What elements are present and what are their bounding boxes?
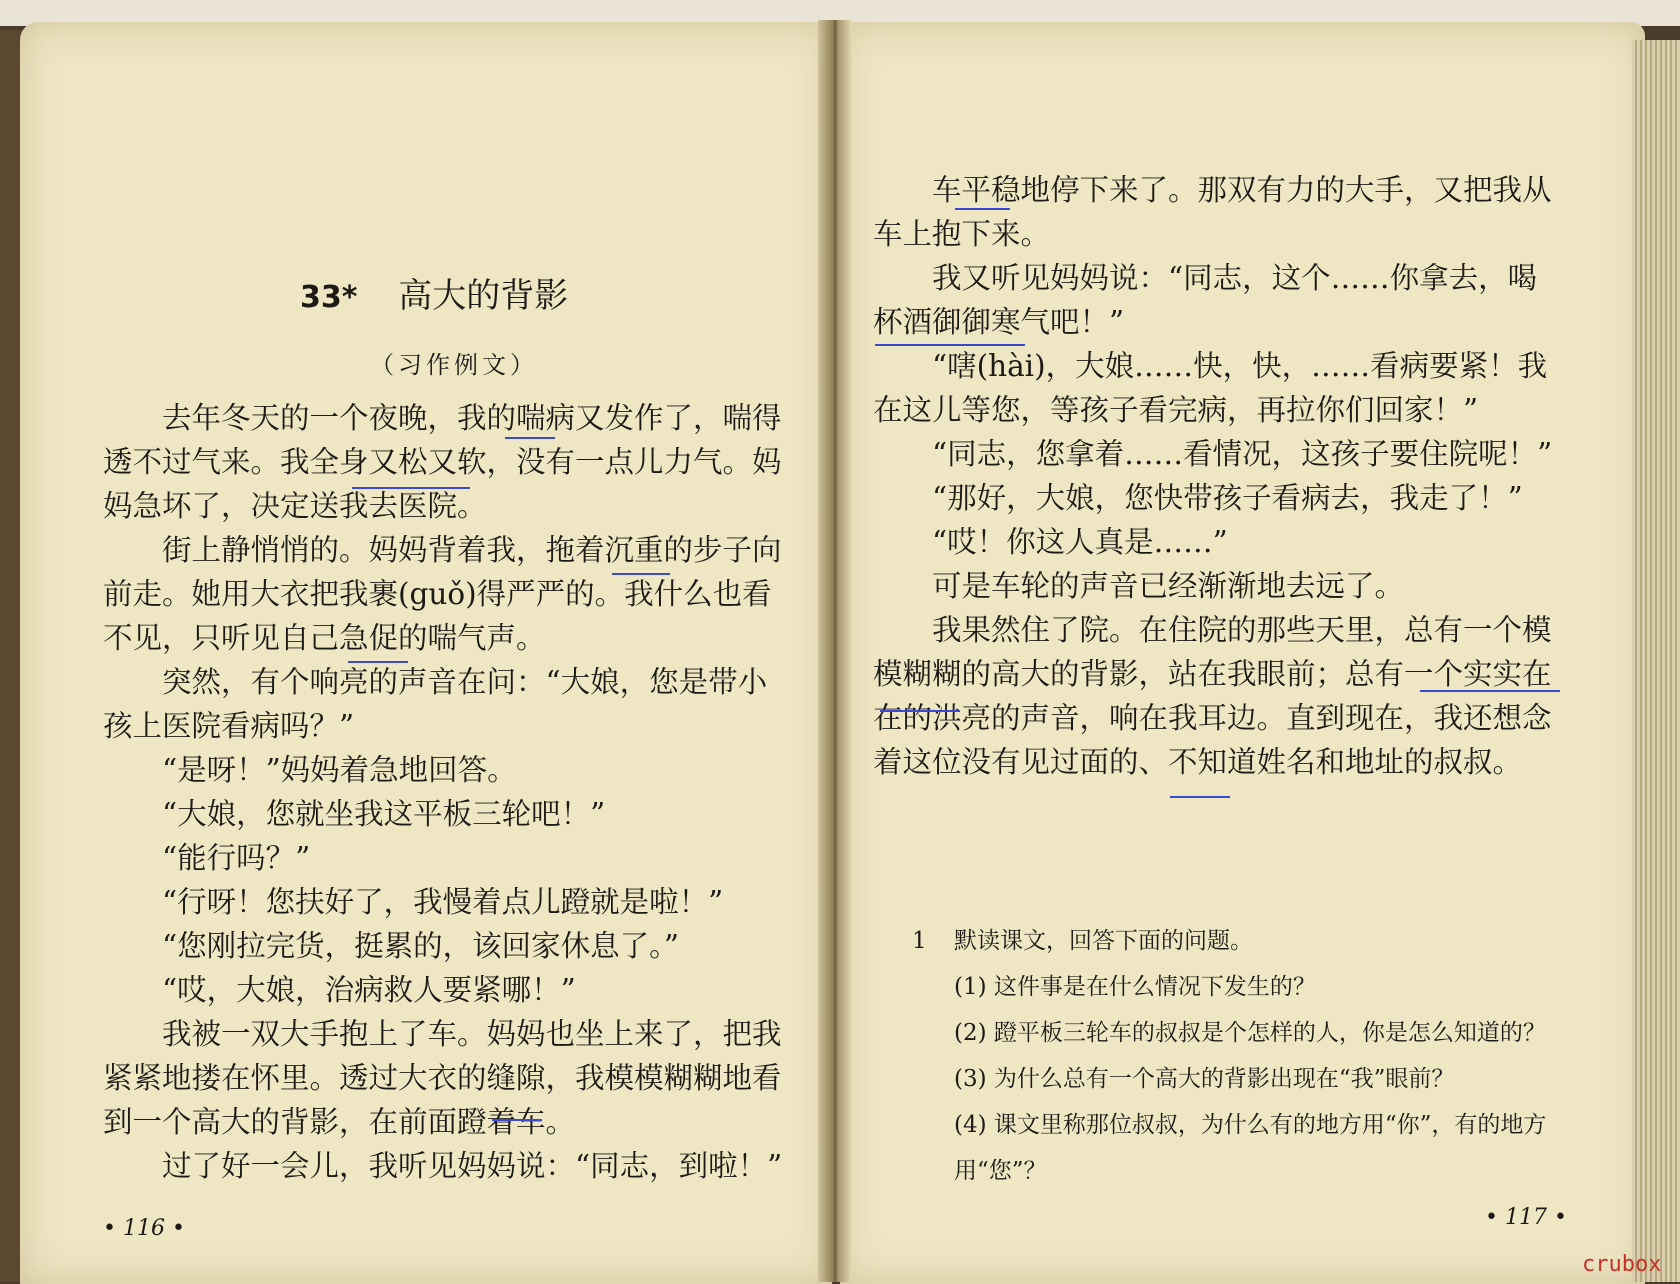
paragraph: 突然，有个响亮的声音在问：“大娘，您是带小孩上医院看病吗？” bbox=[103, 665, 768, 743]
pen-underline bbox=[1170, 796, 1230, 798]
paragraph: “大娘，您就坐我这平板三轮吧！” bbox=[162, 797, 606, 831]
paragraph: “是呀！”妈妈着急地回答。 bbox=[162, 753, 517, 787]
pen-underline bbox=[348, 661, 408, 663]
paragraph: “哎！你这人真是……” bbox=[932, 525, 1228, 559]
book-edge-right bbox=[1632, 40, 1680, 1282]
exercise-question: (4) 课文里称那位叔叔，为什么有的地方用“你”，有的地方用“您”？ bbox=[954, 1112, 1547, 1184]
pen-underline bbox=[492, 1119, 542, 1121]
pen-underline bbox=[612, 573, 670, 575]
paragraph: 过了好一会儿，我听见妈妈说：“同志，到啦！” bbox=[162, 1149, 783, 1183]
paragraph: “能行吗？” bbox=[162, 841, 311, 875]
exercise-question: (3) 为什么总有一个高大的背影出现在“我”眼前？ bbox=[954, 1066, 1455, 1092]
paragraph: “您刚拉完货，挺累的，该回家休息了。” bbox=[162, 929, 679, 963]
exercise-prompt-text: 默读课文，回答下面的问题。 bbox=[954, 928, 1253, 954]
exercise-questions bbox=[912, 964, 1572, 1194]
paragraph: “那好，大娘，您快带孩子看病去，我走了！” bbox=[932, 481, 1523, 515]
paragraph: “哎，大娘，治病救人要紧哪！” bbox=[162, 973, 576, 1007]
pen-underline bbox=[1420, 690, 1560, 692]
pen-underline bbox=[875, 344, 1025, 346]
exercise-number: 1 bbox=[912, 928, 927, 954]
lesson-subtitle: （习作例文） bbox=[370, 351, 538, 379]
exercise-question: (1) 这件事是在什么情况下发生的？ bbox=[954, 974, 1316, 1000]
lesson-title-text: 高大的背影 bbox=[398, 276, 569, 316]
paragraph: 我又听见妈妈说：“同志，这个……你拿去，喝杯酒御御寒气吧！” bbox=[873, 261, 1538, 339]
pen-underline bbox=[352, 487, 470, 489]
watermark: crubox bbox=[1582, 1252, 1662, 1277]
pen-underline bbox=[880, 710, 960, 712]
paragraph: 我被一双大手抱上了车。妈妈也坐上来了，把我紧紧地搂在怀里。透过大衣的缝隙，我模模糊糊地看到一个高大的背影，在前面蹬着车。 bbox=[103, 1017, 782, 1139]
pen-underline bbox=[955, 208, 1010, 210]
paragraph: “行呀！您扶好了，我慢着点儿蹬就是啦！” bbox=[162, 885, 724, 919]
page-number-left: • 116 • bbox=[103, 1216, 185, 1241]
paragraph: 街上静悄悄的。妈妈背着我，拖着沉重的步子向前走。她用大衣把我裹(guǒ)得严严的。我什么也看不见，只听见自己急促的喘气声。 bbox=[103, 533, 782, 655]
left-page-body bbox=[103, 396, 785, 1188]
exercise-section bbox=[912, 918, 1572, 1194]
page-number-right: • 117 • bbox=[1485, 1205, 1567, 1230]
lesson-title bbox=[300, 268, 568, 317]
exercise-prompt bbox=[912, 918, 1572, 964]
paragraph: “同志，您拿着……看情况，这孩子要住院呢！” bbox=[932, 437, 1553, 471]
exercise-question: (2) 蹬平板三轮车的叔叔是个怎样的人，你是怎么知道的？ bbox=[954, 1020, 1546, 1046]
paragraph: 去年冬天的一个夜晚，我的喘病又发作了，喘得透不过气来。我全身又松又软，没有一点儿力气。妈妈急坏了，决定送我去医院。 bbox=[103, 401, 782, 523]
book-gutter bbox=[818, 20, 852, 1282]
lesson-number: 33* bbox=[300, 280, 358, 315]
paragraph: “嗐(hài)，大娘……快，快，……看病要紧！我在这儿等您，等孩子看完病，再拉你们回家！” bbox=[873, 349, 1548, 427]
pen-underline bbox=[505, 437, 555, 439]
paragraph: 我果然住了院。在住院的那些天里，总有一个模模糊糊的高大的背影，站在我眼前；总有一个实实在在的洪亮的声音，响在我耳边。直到现在，我还想念着这位没有见过面的、不知道姓名和地址的叔叔。 bbox=[873, 613, 1552, 779]
paragraph: 车平稳地停下来了。那双有力的大手，又把我从车上抱下来。 bbox=[873, 173, 1552, 251]
paragraph: 可是车轮的声音已经渐渐地去远了。 bbox=[932, 569, 1405, 603]
